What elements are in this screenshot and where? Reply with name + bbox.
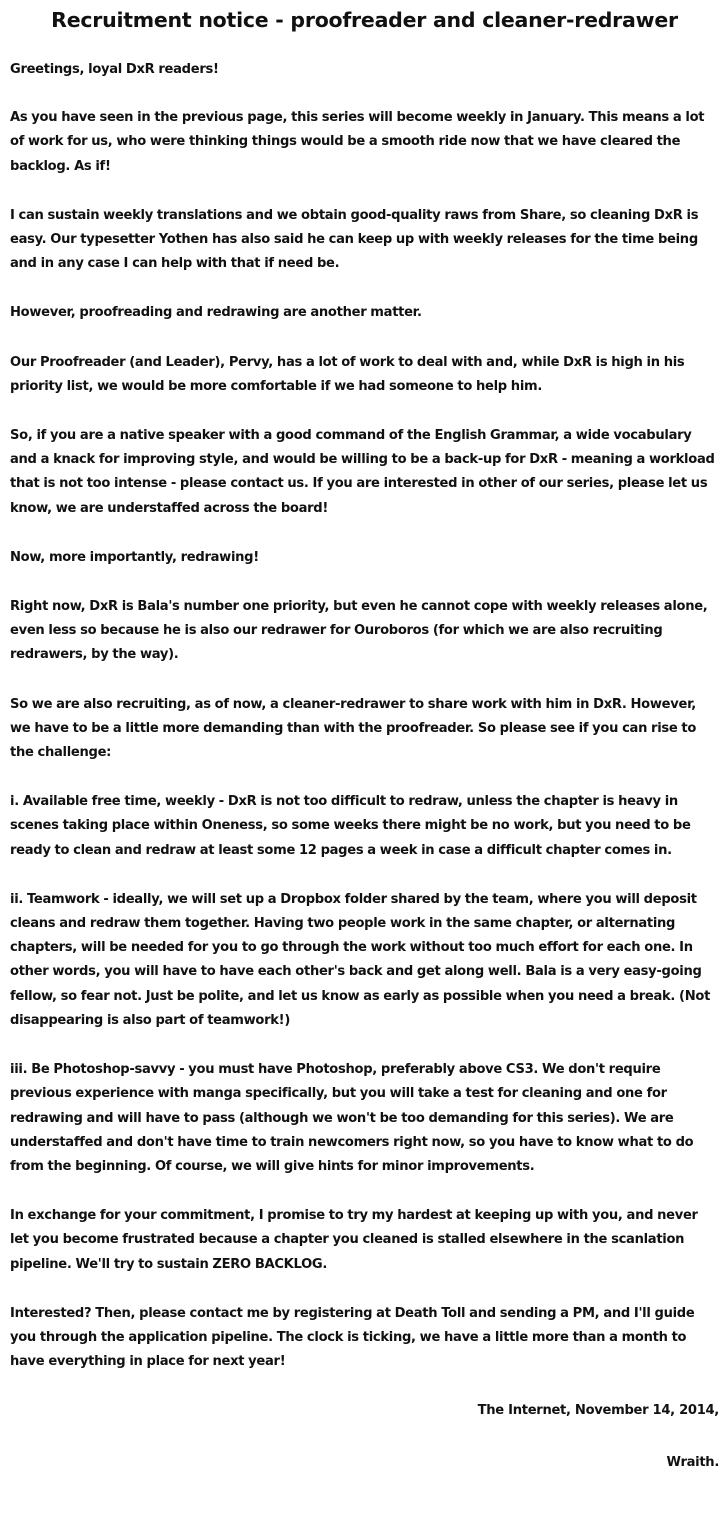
paragraph-cleaner-redrawer: So we are also recruiting, as of now, a cleaner-redrawer to share work with him in DxR. However, we have to be a little more demanding than with the proofreader. So please see if you can rise to the challenge: xyxy=(10,696,697,761)
paragraph-weekly-release: As you have seen in the previous page, this series will become weekly in January. This means a lot of work for us, who were thinking things would be a smooth ride now that we have cleared the backlog. As if! xyxy=(10,110,705,174)
paragraph-bala-priority: Right now, DxR is Bala's number one priority, but even he cannot cope with weekly releases alone, even less so because he is also our redrawer for Ouroboros (for which we are also recruiting redrawers, by the way). xyxy=(10,599,708,663)
paragraph-redrawing-heading: Now, more importantly, redrawing! xyxy=(10,549,259,565)
requirement-photoshop: iii. Be Photoshop-savvy - you must have Photoshop, preferably above CS3. We don't require previous experience with manga specifically, but you will take a test for cleaning and one for redrawing and will have to pass (although we won't be too demanding for this series). We are understaffed and don't have time to train newcomers right now, so you have to know what to do from the beginning. Of course, we will give hints for minor improvements. xyxy=(10,1062,694,1174)
notice-title: Recruitment notice - proofreader and cleaner-redrawer xyxy=(51,8,678,32)
paragraph-proofreader: Our Proofreader (and Leader), Pervy, has a lot of work to deal with and, while DxR is high in his priority list, we would be more comfortable if we had someone to help him. xyxy=(10,354,685,394)
dateline: The Internet, November 14, 2014, xyxy=(477,1403,719,1419)
greeting: Greetings, loyal DxR readers! xyxy=(10,62,219,77)
requirement-teamwork: ii. Teamwork - ideally, we will set up a Dropbox folder shared by the team, where you will deposit cleans and redraw them together. Having two people work in the same chapter, or alternating chapters, will be needed for you to go through the work without too much effort for each one. In other words, you will have to have each other's back and get along well. Bala is a very easy-going fellow, so fear not. Just be polite, and let us know as early as possible when you need a break. (Not disappearing is also part of teamwork!) xyxy=(10,891,711,1028)
paragraph-commitment: In exchange for your commitment, I promise to try my hardest at keeping up with you, and never let you become frustrated because a chapter you cleaned is stalled elsewhere in the scanlation pipeline. We'll try to sustain ZERO BACKLOG. xyxy=(10,1208,698,1272)
paragraph-translation-cleaning: I can sustain weekly translations and we obtain good-quality raws from Share, so cleaning DxR is easy. Our typesetter Yothen has also said he can keep up with weekly releases for the time being and in any case I can help with that if need be. xyxy=(10,207,699,272)
signature: Wraith. xyxy=(666,1455,719,1471)
paragraph-proofreader-request: So, if you are a native speaker with a good command of the English Grammar, a wide vocabulary and a knack for improving style, and would be willing to be a back-up for DxR - meaning a workload that is not too intense - please contact us. If you are interested in other of our series, please let us know, we are understaffed across the board! xyxy=(10,428,715,516)
paragraph-proofreading-redrawing: However, proofreading and redrawing are another matter. xyxy=(10,305,422,321)
requirement-free-time: i. Available free time, weekly - DxR is not too difficult to redraw, unless the chapter is heavy in scenes taking place within Oneness, so some weeks there might be no work, but you need to be ready to clean and redraw at least some 12 pages a week in case a difficult chapter comes in. xyxy=(10,794,691,858)
paragraph-contact: Interested? Then, please contact me by registering at Death Toll and sending a PM, and I'll guide you through the application pipeline. The clock is ticking, we have a little more than a month to have everything in place for next year! xyxy=(10,1305,695,1370)
